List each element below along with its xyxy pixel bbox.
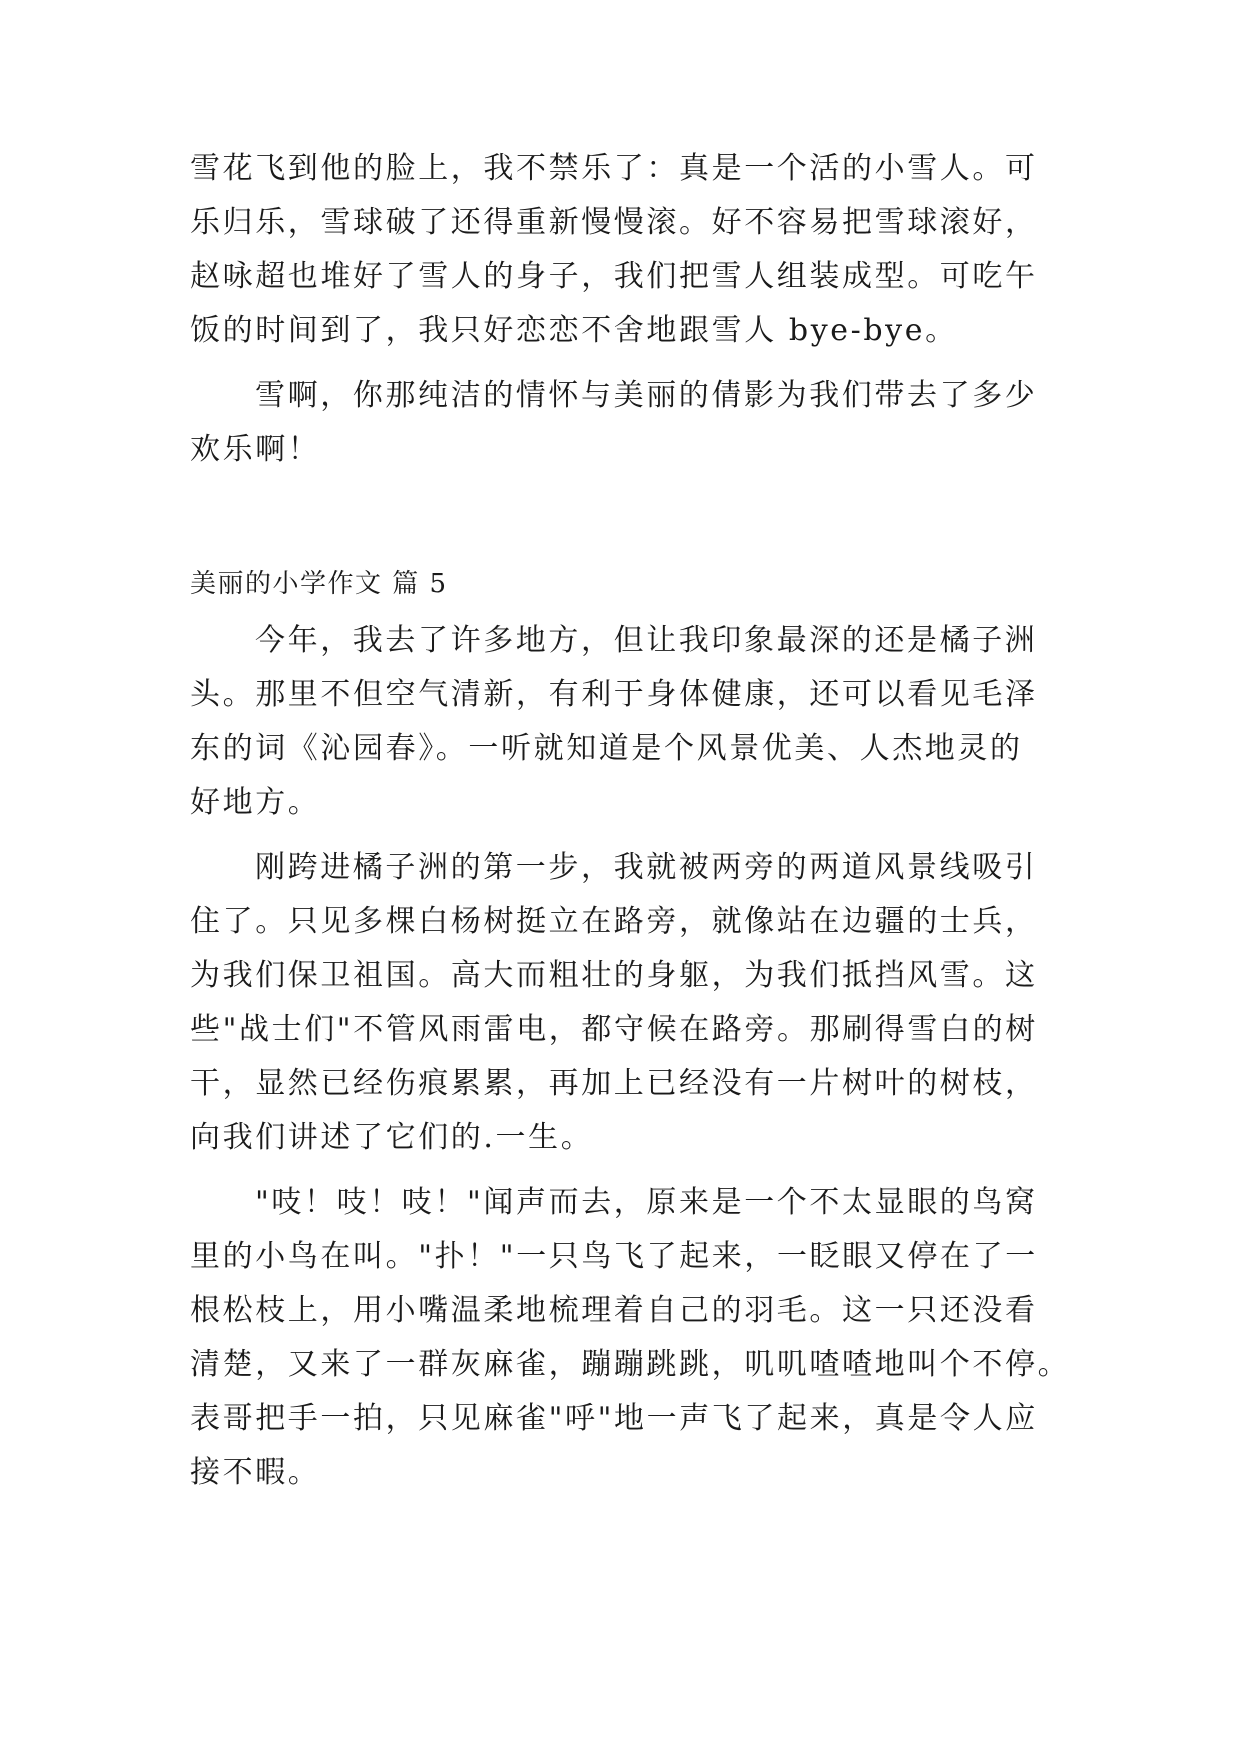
paragraph-line: 今年，我去了许多地方，但让我印象最深的还是橘子洲 — [255, 623, 1038, 658]
paragraph-line: 为我们保卫祖国。高大而粗壮的身躯，为我们抵挡风雪。这 — [190, 958, 1038, 993]
paragraph-line: 清楚，又来了一群灰麻雀，蹦蹦跳跳，叽叽喳喳地叫个不停。 — [190, 1347, 1071, 1382]
paragraph-line: 饭的时间到了，我只好恋恋不舍地跟雪人 bye-bye。 — [190, 313, 958, 348]
paragraph-line: 好地方。 — [190, 785, 321, 820]
paragraph-line: 欢乐啊！ — [190, 432, 321, 467]
paragraph-line: 根松枝上，用小嘴温柔地梳理着自己的羽毛。这一只还没看 — [190, 1293, 1038, 1328]
paragraph-line: 东的词《沁园春》。一听就知道是个风景优美、人杰地灵的 — [190, 731, 1023, 766]
paragraph-line: 乐归乐，雪球破了还得重新慢慢滚。好不容易把雪球滚好， — [190, 205, 1038, 240]
paragraph-line: 向我们讲述了它们的.一生。 — [190, 1120, 594, 1155]
paragraph-line: 头。那里不但空气清新，有利于身体健康，还可以看见毛泽 — [190, 677, 1038, 712]
paragraph-line: 雪花飞到他的脸上，我不禁乐了：真是一个活的小雪人。可 — [190, 151, 1038, 186]
paragraph-line: "吱！吱！吱！"闻声而去，原来是一个不太显眼的鸟窝 — [255, 1185, 1038, 1220]
paragraph-line: 雪啊，你那纯洁的情怀与美丽的倩影为我们带去了多少 — [255, 378, 1038, 413]
essay-heading: 美丽的小学作文 篇 5 — [190, 569, 448, 599]
paragraph-line: 接不暇。 — [190, 1455, 321, 1490]
paragraph-line: 刚跨进橘子洲的第一步，我就被两旁的两道风景线吸引 — [255, 850, 1038, 885]
paragraph-line: 里的小鸟在叫。"扑！"一只鸟飞了起来，一眨眼又停在了一 — [190, 1239, 1038, 1274]
paragraph-line: 干，显然已经伤痕累累，再加上已经没有一片树叶的树枝， — [190, 1066, 1038, 1101]
paragraph-line: 表哥把手一拍，只见麻雀"呼"地一声飞了起来，真是令人应 — [190, 1401, 1038, 1436]
paragraph-line: 些"战士们"不管风雨雷电，都守候在路旁。那刷得雪白的树 — [190, 1012, 1038, 1047]
paragraph-line: 赵咏超也堆好了雪人的身子，我们把雪人组装成型。可吃午 — [190, 259, 1038, 294]
paragraph-line: 住了。只见多棵白杨树挺立在路旁，就像站在边疆的士兵， — [190, 904, 1038, 939]
